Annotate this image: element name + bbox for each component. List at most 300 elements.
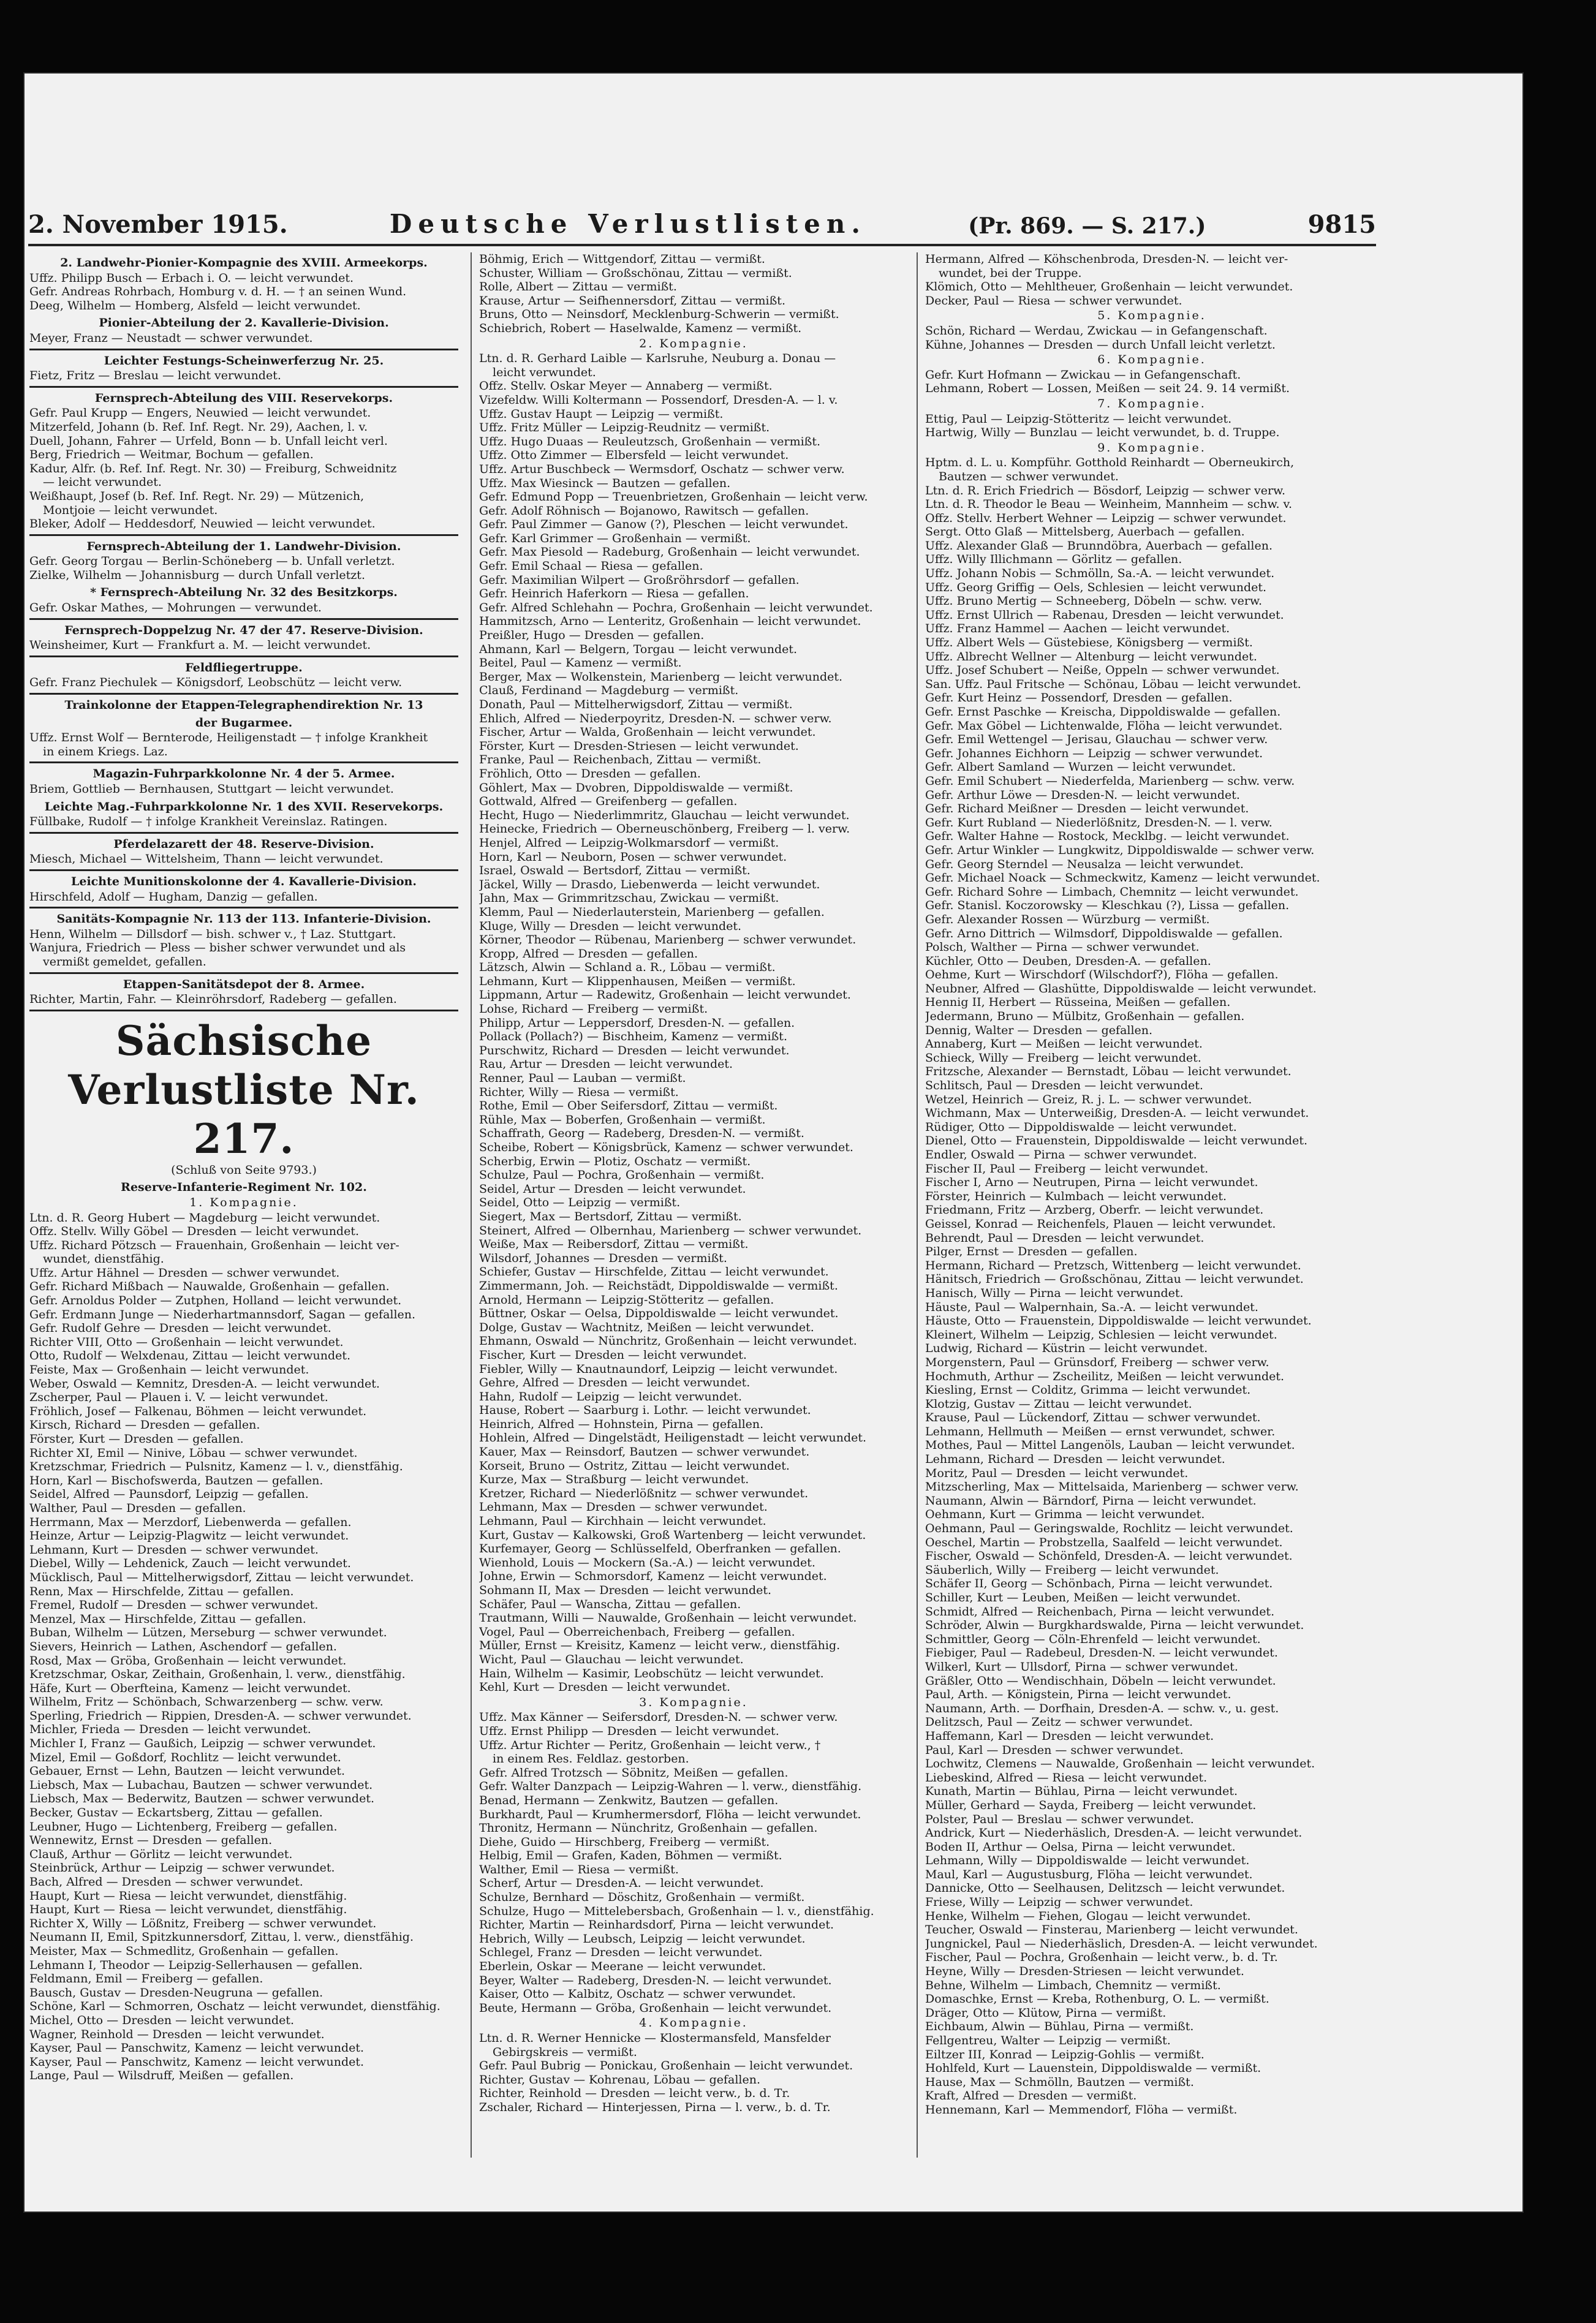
company-heading: 2. Kompagnie. <box>639 336 748 350</box>
casualty-entry: Behrendt, Paul — Dresden — leicht verwundet. <box>925 1231 1205 1245</box>
casualty-entry: Menzel, Max — Hirschfelde, Zittau — gefallen. <box>29 1612 306 1626</box>
section-separator <box>29 693 458 695</box>
casualty-entry: Benad, Hermann — Zenkwitz, Bautzen — gefallen. <box>479 1793 779 1807</box>
header-date: 2. November 1915. <box>28 210 288 239</box>
casualty-entry: Hennemann, Karl — Memmendorf, Flöha — vermißt. <box>925 2102 1238 2117</box>
section-separator <box>29 349 458 350</box>
casualty-entry: Burkhardt, Paul — Krumhermersdorf, Flöha — leicht verwundet. <box>479 1807 861 1821</box>
casualty-entry: Wennewitz, Ernst — Dresden — gefallen. <box>29 1834 273 1848</box>
casualty-entry: Klemm, Paul — Niederlauterstein, Marienberg — gefallen. <box>479 905 825 919</box>
casualty-entry: Liebsch, Max — Bederwitz, Bautzen — schwer verwundet. <box>29 1792 375 1806</box>
casualty-entry: Lehmann, Richard — Dresden — leicht verwundet. <box>925 1452 1225 1467</box>
casualty-entry: Ahmann, Karl — Belgern, Torgau — leicht verwundet. <box>479 642 798 656</box>
casualty-entry: Rau, Artur — Dresden — leicht verwundet. <box>479 1057 733 1071</box>
casualty-entry: Rüdiger, Otto — Dippoldiswalde — leicht verwundet. <box>925 1120 1237 1134</box>
casualty-entry: Hänitsch, Friedrich — Großschönau, Zittau — leicht verwundet. <box>925 1272 1304 1286</box>
section-heading: 2. Landwehr-Pionier-Kompagnie des XVIII. Armeekorps. <box>60 256 428 270</box>
casualty-entry: Ltn. d. R. Gerhard Laible — Karlsruhe, Neuburg a. Donau — <box>479 352 836 366</box>
casualty-entry: Schlegel, Franz — Dresden — leicht verwundet. <box>479 1946 763 1960</box>
section-separator <box>29 534 458 536</box>
casualty-entry: Jedermann, Bruno — Mülbitz, Großenhain — gefallen. <box>925 1010 1245 1024</box>
casualty-entry: Fiebler, Willy — Knautnaundorf, Leipzig — leicht verwundet. <box>479 1362 838 1376</box>
casualty-entry: Hause, Max — Schmölln, Bautzen — vermißt. <box>925 2075 1194 2089</box>
newspaper-page <box>25 74 1522 2212</box>
casualty-entry: Gefr. Karl Grimmer — Großenhain — vermißt. <box>479 531 751 545</box>
casualty-entry: Uffz. Fritz Müller — Leipzig-Reudnitz — vermißt. <box>479 421 770 435</box>
casualty-entry: Haffemann, Karl — Dresden — leicht verwundet. <box>925 1729 1214 1743</box>
casualty-entry: Purschwitz, Richard — Dresden — leicht verwundet. <box>479 1043 790 1057</box>
casualty-entry: Hain, Wilhelm — Kasimir, Leobschütz — leicht verwundet. <box>479 1666 824 1680</box>
casualty-entry: Kauer, Max — Reinsdorf, Bautzen — schwer verwundet. <box>479 1445 810 1459</box>
casualty-entry: Uffz. Georg Griffig — Oels, Schlesien — leicht verwundet. <box>925 580 1267 594</box>
entry-continuation: in einem Kriegs. Laz. <box>43 744 168 758</box>
section-heading: Fernsprech-Abteilung des VIII. Reservekorps. <box>94 391 393 405</box>
casualty-entry: Horn, Karl — Neuborn, Posen — schwer verwundet. <box>479 850 787 864</box>
casualty-entry: Richter, Martin — Reinhardsdorf, Pirna — leicht verwundet. <box>479 1918 834 1932</box>
casualty-entry: Gefr. Richard Meißner — Dresden — leicht verwundet. <box>925 802 1249 816</box>
casualty-entry: Böhmig, Erich — Wittgendorf, Zittau — vermißt. <box>479 252 765 266</box>
casualty-entry: Teucher, Oswald — Finsterau, Marienberg — leicht verwundet. <box>925 1923 1298 1937</box>
casualty-entry: Schmittler, Georg — Cöln-Ehrenfeld — leicht verwundet. <box>925 1632 1261 1646</box>
casualty-entry: Uffz. Albert Wels — Güstebiese, Königsberg — vermißt. <box>925 636 1253 650</box>
casualty-entry: Jäckel, Willy — Drasdo, Liebenwerda — leicht verwundet. <box>479 877 820 891</box>
casualty-entry: Uffz. Alexander Glaß — Brunndöbra, Auerbach — gefallen. <box>925 538 1273 553</box>
casualty-entry: Uffz. Albrecht Wellner — Altenburg — leicht verwundet. <box>925 649 1257 663</box>
casualty-entry: Hause, Robert — Saarburg i. Lothr. — leicht verwundet. <box>479 1403 811 1418</box>
company-heading: 6. Kompagnie. <box>1097 353 1206 367</box>
casualty-entry: Lehmann, Kurt — Klippenhausen, Meißen — vermißt. <box>479 974 796 988</box>
casualty-entry: Säuberlich, Willy — Freiberg — leicht verwundet. <box>925 1563 1219 1577</box>
casualty-entry: Lehmann, Robert — Lossen, Meißen — seit 24. 9. 14 vermißt. <box>925 382 1290 396</box>
casualty-entry: Thronitz, Hermann — Nünchritz, Großenhain — gefallen. <box>479 1821 818 1835</box>
casualty-entry: Richter XI, Emil — Ninive, Löbau — schwer verwundet. <box>29 1446 358 1460</box>
casualty-entry: Schiefer, Gustav — Hirschfelde, Zittau — leicht verwundet. <box>479 1265 829 1279</box>
casualty-entry: Ltn. d. R. Erich Friedrich — Bösdorf, Leipzig — schwer verw. <box>925 483 1286 497</box>
casualty-entry: Kaiser, Otto — Kalbitz, Oschatz — schwer verwundet. <box>479 1987 796 2001</box>
casualty-entry: Fischer I, Arno — Neutrupen, Pirna — leicht verwundet. <box>925 1176 1258 1190</box>
casualty-entry: Renner, Paul — Lauban — vermißt. <box>479 1071 686 1086</box>
casualty-entry: Heinecke, Friedrich — Oberneuschönberg, Freiberg — l. verw. <box>479 822 850 836</box>
casualty-entry: Gefr. Arno Dittrich — Wilmsdorf, Dippoldiswalde — gefallen. <box>925 926 1283 940</box>
casualty-entry: Hirschfeld, Adolf — Hugham, Danzig — gefallen. <box>29 890 318 904</box>
casualty-entry: Jungnickel, Paul — Niederhäslich, Dresden-A. — leicht verwundet. <box>925 1936 1318 1951</box>
section-separator <box>29 972 458 974</box>
casualty-entry: Wicht, Paul — Glauchau — leicht verwundet. <box>479 1652 744 1666</box>
casualty-entry: Lange, Paul — Wilsdruff, Meißen — gefallen. <box>29 2069 294 2083</box>
casualty-entry: Gefr. Paul Zimmer — Ganow (?), Pleschen — leicht verwundet. <box>479 518 849 532</box>
casualty-entry: Gefr. Kurt Hofmann — Zwickau — in Gefangenschaft. <box>925 368 1241 382</box>
column-divider <box>917 252 918 2158</box>
casualty-entry: Buban, Wilhelm — Lützen, Merseburg — schwer verwundet. <box>29 1626 387 1640</box>
casualty-entry: Bausch, Gustav — Dresden-Neugruna — gefallen. <box>29 1985 323 2000</box>
casualty-entry: Gefr. Richard Mißbach — Nauwalde, Großenhain — gefallen. <box>29 1280 390 1294</box>
header-issue: (Pr. 869. — S. 217.) <box>968 213 1206 239</box>
casualty-entry: Bruns, Otto — Neinsdorf, Mecklenburg-Schwerin — vermißt. <box>479 308 839 322</box>
casualty-entry: Lehmann, Paul — Kirchhain — leicht verwundet. <box>479 1514 766 1528</box>
casualty-entry: Ltn. d. R. Werner Hennicke — Klostermansfeld, Mansfelder <box>479 2031 831 2045</box>
company-heading: 1. Kompagnie. <box>189 1195 298 1209</box>
casualty-entry: Körner, Theodor — Rübenau, Marienberg — schwer verwundet. <box>479 933 857 947</box>
casualty-entry: Uffz. Ernst Philipp — Dresden — leicht verwundet. <box>479 1724 779 1738</box>
casualty-entry: Geissel, Konrad — Reichenfels, Plauen — leicht verwundet. <box>925 1217 1276 1231</box>
casualty-entry: Dannicke, Otto — Seelhausen, Delitzsch — leicht verwundet. <box>925 1881 1285 1895</box>
casualty-entry: Beute, Hermann — Gröba, Großenhain — leicht verwundet. <box>479 2001 832 2015</box>
casualty-entry: Friese, Willy — Leipzig — schwer verwundet. <box>925 1895 1193 1909</box>
casualty-entry: Friedmann, Fritz — Arzberg, Oberfr. — leicht verwundet. <box>925 1203 1264 1217</box>
header-title: Deutsche Verlustlisten. <box>389 209 867 239</box>
casualty-entry: Kropp, Alfred — Dresden — gefallen. <box>479 946 698 961</box>
casualty-entry: Fellgentreu, Walter — Leipzig — vermißt. <box>925 2034 1171 2047</box>
casualty-entry: Gefr. Paul Bubrig — Ponickau, Großenhain — leicht verwundet. <box>479 2059 853 2073</box>
casualty-entry: Uffz. Artur Richter — Peritz, Großenhain — leicht verw., † <box>479 1738 821 1752</box>
casualty-entry: Heinrich, Alfred — Hohnstein, Pirna — gefallen. <box>479 1417 764 1431</box>
casualty-entry: Kiesling, Ernst — Colditz, Grimma — leicht verwundet. <box>925 1383 1251 1397</box>
casualty-entry: Paul, Karl — Dresden — schwer verwundet. <box>925 1743 1184 1757</box>
casualty-entry: Müller, Ernst — Kreisitz, Kamenz — leicht verw., dienstfähig. <box>479 1639 841 1653</box>
casualty-entry: Siegert, Max — Bertsdorf, Zittau — vermißt. <box>479 1209 742 1223</box>
casualty-entry: Moritz, Paul — Dresden — leicht verwundet. <box>925 1466 1189 1480</box>
casualty-entry: Wetzel, Heinrich — Greiz, R. j. L. — schwer verwundet. <box>925 1092 1252 1106</box>
casualty-entry: Gefr. Walter Hahne — Rostock, Mecklbg. — leicht verwundet. <box>925 829 1290 844</box>
casualty-entry: Schulze, Hugo — Mittelebersbach, Großenhain — l. v., dienstfähig. <box>479 1904 874 1918</box>
column-divider <box>471 252 472 2158</box>
casualty-entry: Hartwig, Willy — Bunzlau — leicht verwundet, b. d. Truppe. <box>925 426 1280 440</box>
casualty-entry: Gefr. Erdmann Junge — Niederhartmannsdorf, Sagan — gefallen. <box>29 1307 416 1321</box>
casualty-entry: Becker, Gustav — Eckartsberg, Zittau — gefallen. <box>29 1806 323 1820</box>
casualty-entry: Schmidt, Alfred — Reichenbach, Pirna — leicht verwundet. <box>925 1604 1275 1619</box>
casualty-entry: Uffz. Max Wiesinck — Bautzen — gefallen. <box>479 476 731 490</box>
casualty-entry: Gefr. Emil Schubert — Niederfelda, Marienberg — schw. verw. <box>925 774 1295 788</box>
casualty-entry: Mitzscherling, Max — Mittelsaida, Marienberg — schwer verw. <box>925 1480 1299 1494</box>
casualty-entry: Gefr. Paul Krupp — Engers, Neuwied — leicht verwundet. <box>29 406 371 420</box>
casualty-entry: Clauß, Arthur — Görlitz — leicht verwundet. <box>29 1847 293 1861</box>
casualty-entry: Uffz. Ernst Wolf — Bernterode, Heiligenstadt — † infolge Krankheit <box>29 731 428 745</box>
casualty-entry: Deeg, Wilhelm — Homberg, Alsfeld — leicht verwundet. <box>29 298 361 312</box>
casualty-entry: Fietz, Fritz — Breslau — leicht verwundet. <box>29 369 281 383</box>
entry-continuation: Bautzen — schwer verwundet. <box>939 469 1119 483</box>
casualty-entry: Gefr. Emil Schaal — Riesa — gefallen. <box>479 559 703 573</box>
casualty-entry: Uffz. Franz Hammel — Aachen — leicht verwundet. <box>925 622 1230 636</box>
casualty-entry: Zscherper, Paul — Plauen i. V. — leicht verwundet. <box>29 1391 328 1405</box>
casualty-entry: Sievers, Heinrich — Lathen, Aschendorf — gefallen. <box>29 1639 337 1653</box>
casualty-entry: Richter, Willy — Riesa — vermißt. <box>479 1085 679 1099</box>
casualty-entry: Rühle, Max — Boberfen, Großenhain — vermißt. <box>479 1112 766 1127</box>
casualty-entry: Schuster, William — Großschönau, Zittau — vermißt. <box>479 266 792 280</box>
casualty-entry: Neubner, Alfred — Glashütte, Dippoldiswalde — leicht verwundet. <box>925 981 1317 995</box>
section-heading: Fernsprech-Doppelzug Nr. 47 der 47. Reserve-Division. <box>64 623 423 637</box>
casualty-entry: Uffz. Artur Buschbeck — Wermsdorf, Oschatz — schwer verw. <box>479 462 845 476</box>
casualty-entry: Fiebiger, Paul — Radebeul, Dresden-N. — leicht verwundet. <box>925 1646 1278 1660</box>
casualty-entry: Kurfemayer, Georg — Schlüsselfeld, Oberfranken — gefallen. <box>479 1542 841 1556</box>
casualty-entry: Mücklisch, Paul — Mittelherwigsdorf, Zittau — leicht verwundet. <box>29 1570 414 1584</box>
casualty-entry: Seidel, Alfred — Paunsdorf, Leipzig — gefallen. <box>29 1487 309 1501</box>
casualty-entry: Wagner, Reinhold — Dresden — leicht verwundet. <box>29 2027 325 2041</box>
casualty-entry: Liebeskind, Alfred — Riesa — leicht verwundet. <box>925 1770 1208 1785</box>
casualty-entry: Schöne, Karl — Schmorren, Oschatz — leicht verwundet, dienstfähig. <box>29 2000 441 2014</box>
casualty-entry: Sergt. Otto Glaß — Mittelsberg, Auerbach — gefallen. <box>925 525 1245 539</box>
casualty-entry: Berger, Max — Wolkenstein, Marienberg — leicht verwundet. <box>479 670 843 684</box>
casualty-entry: Oehmann, Paul — Geringswalde, Rochlitz — leicht verwundet. <box>925 1522 1293 1536</box>
casualty-entry: Vogel, Paul — Oberreichenbach, Freiberg — gefallen. <box>479 1625 795 1639</box>
company-heading: 3. Kompagnie. <box>639 1695 748 1709</box>
casualty-entry: Liebsch, Max — Lubachau, Bautzen — schwer verwundet. <box>29 1778 373 1792</box>
casualty-entry: Gefr. Max Göbel — Lichtenwalde, Flöha — leicht verwundet. <box>925 719 1283 733</box>
section-separator <box>29 907 458 908</box>
section-separator <box>29 869 458 871</box>
section-heading: Pferdelazarett der 48. Reserve-Division. <box>113 837 374 851</box>
casualty-entry: Dolge, Gustav — Wachtnitz, Meißen — leicht verwundet. <box>479 1320 814 1334</box>
section-heading: Leichter Festungs-Scheinwerferzug Nr. 25. <box>104 353 384 368</box>
casualty-entry: Berg, Friedrich — Weitmar, Bochum — gefallen. <box>29 448 314 462</box>
casualty-entry: Michler, Frieda — Dresden — leicht verwundet. <box>29 1723 311 1737</box>
casualty-entry: Förster, Kurt — Dresden-Striesen — leicht verwundet. <box>479 739 799 753</box>
section-heading: Feldfliegertruppe. <box>185 660 303 674</box>
casualty-entry: Mothes, Paul — Mittel Langenöls, Lauban — leicht verwundet. <box>925 1438 1295 1452</box>
casualty-entry: Kretzer, Richard — Niederlößnitz — schwer verwundet. <box>479 1486 809 1500</box>
casualty-entry: Richter, Gustav — Kohrenau, Löbau — gefallen. <box>479 2072 761 2087</box>
casualty-entry: Bach, Alfred — Dresden — schwer verwundet. <box>29 1875 303 1889</box>
casualty-entry: Beitel, Paul — Kamenz — vermißt. <box>479 656 682 670</box>
casualty-entry: Richter, Martin, Fahr. — Kleinröhrsdorf, Radeberg — gefallen. <box>29 992 397 1007</box>
casualty-entry: Hecht, Hugo — Niederlimmritz, Glauchau — leicht verwundet. <box>479 808 850 822</box>
casualty-entry: Polsch, Walther — Pirna — schwer verwundet. <box>925 940 1200 954</box>
casualty-entry: Gefr. Alexander Rossen — Würzburg — vermißt. <box>925 912 1210 926</box>
casualty-entry: Wilkerl, Kurt — Ullsdorf, Pirna — schwer verwundet. <box>925 1660 1238 1674</box>
casualty-entry: Schäfer II, Georg — Schönbach, Pirna — leicht verwundet. <box>925 1577 1273 1591</box>
casualty-entry: Gefr. Maximilian Wilpert — Großröhrsdorf — gefallen. <box>479 573 800 587</box>
casualty-entry: Delitzsch, Paul — Zeitz — schwer verwundet. <box>925 1715 1193 1729</box>
entry-continuation: — leicht verwundet. <box>43 475 162 489</box>
casualty-entry: Maul, Karl — Augustusburg, Flöha — leicht verwundet. <box>925 1867 1253 1881</box>
entry-continuation: Gebirgskreis — vermißt. <box>493 2045 637 2059</box>
casualty-entry: Meyer, Franz — Neustadt — schwer verwundet. <box>29 331 313 345</box>
casualty-entry: Beyer, Walter — Radeberg, Dresden-N. — leicht verwundet. <box>479 1973 832 1987</box>
casualty-entry: Wanjura, Friedrich — Pless — bisher schwer verwundet und als <box>29 941 406 955</box>
company-heading: 7. Kompagnie. <box>1097 396 1206 410</box>
casualty-entry: Uffz. Gustav Haupt — Leipzig — vermißt. <box>479 407 724 421</box>
casualty-entry: Zschaler, Richard — Hinterjessen, Pirna — l. verw., b. d. Tr. <box>479 2100 831 2114</box>
section-heading: Pionier-Abteilung der 2. Kavallerie-Division. <box>99 316 389 330</box>
casualty-entry: Michler I, Franz — Gaußich, Leipzig — schwer verwundet. <box>29 1737 376 1751</box>
company-heading: 9. Kompagnie. <box>1097 440 1206 455</box>
casualty-entry: Helbig, Emil — Grafen, Kaden, Böhmen — vermißt. <box>479 1849 782 1863</box>
casualty-entry: Duell, Johann, Fahrer — Urfeld, Bonn — b. Unfall leicht verl. <box>29 434 388 448</box>
casualty-entry: Uffz. Max Känner — Seifersdorf, Dresden-N. — schwer verw. <box>479 1710 838 1724</box>
casualty-entry: Gefr. Arthur Löwe — Dresden-N. — leicht verwundet. <box>925 788 1240 802</box>
entry-continuation: vermißt gemeldet, gefallen. <box>43 954 206 969</box>
casualty-entry: Kretzschmar, Oskar, Zeithain, Großenhain, l. verw., dienstfähig. <box>29 1668 406 1682</box>
section-heading: Sanitäts-Kompagnie Nr. 113 der 113. Infanterie-Division. <box>56 912 431 926</box>
casualty-entry: Gebauer, Ernst — Lehn, Bautzen — leicht verwundet. <box>29 1764 346 1778</box>
casualty-entry: Weißhaupt, Josef (b. Ref. Inf. Regt. Nr. 29) — Mützenich, <box>29 489 365 503</box>
casualty-entry: Gefr. Andreas Rohrbach, Homburg v. d. H. — † an seinen Wund. <box>29 285 407 299</box>
casualty-entry: Fremel, Rudolf — Dresden — schwer verwundet. <box>29 1598 319 1612</box>
casualty-entry: Briem, Gottlieb — Bernhausen, Stuttgart — leicht verwundet. <box>29 782 394 796</box>
casualty-entry: Dennig, Walter — Dresden — gefallen. <box>925 1023 1153 1037</box>
section-heading: * Fernsprech-Abteilung Nr. 32 des Besitzkorps. <box>90 586 398 600</box>
entry-continuation: in einem Res. Feldlaz. gestorben. <box>493 1752 689 1766</box>
casualty-entry: Müller, Gerhard — Sayda, Freiberg — leicht verwundet. <box>925 1798 1257 1812</box>
casualty-entry: Walther, Emil — Riesa — vermißt. <box>479 1862 679 1876</box>
casualty-entry: Lehmann, Hellmuth — Meißen — ernst verwundet, schwer. <box>925 1424 1276 1438</box>
casualty-entry: Lippmann, Artur — Radewitz, Großenhain — leicht verwundet. <box>479 988 851 1002</box>
list-title: Sächsische Verlustliste Nr. 217. <box>68 1016 420 1163</box>
casualty-entry: Henke, Wilhelm — Fiehen, Glogau — leicht verwundet. <box>925 1909 1251 1923</box>
casualty-entry: Seidel, Artur — Dresden — leicht verwundet. <box>479 1182 746 1196</box>
casualty-entry: Donath, Paul — Mittelherwigsdorf, Zittau — vermißt. <box>479 698 793 711</box>
casualty-entry: Schröder, Alwin — Burgkhardswalde, Pirna — leicht verwundet. <box>925 1619 1304 1633</box>
casualty-entry: Uffz. Johann Nobis — Schmölln, Sa.-A. — leicht verwundet. <box>925 567 1275 581</box>
casualty-entry: Ehlich, Alfred — Niederpoyritz, Dresden-N. — schwer verw. <box>479 711 832 725</box>
casualty-entry: Wienhold, Louis — Mockern (Sa.-A.) — leicht verwundet. <box>479 1555 815 1569</box>
casualty-entry: Ltn. d. R. Theodor le Beau — Weinheim, Mannheim — schw. v. <box>925 497 1293 512</box>
casualty-entry: Gefr. Artur Winkler — Lungkwitz, Dippoldiswalde — schwer verw. <box>925 843 1315 857</box>
section-heading: Magazin-Fuhrparkkolonne Nr. 4 der 5. Armee. <box>93 767 395 781</box>
casualty-entry: Philipp, Artur — Leppersdorf, Dresden-N. — gefallen. <box>479 1016 795 1030</box>
casualty-entry: Gefr. Stanisl. Koczorowsky — Kleschkau (?), Lissa — gefallen. <box>925 899 1290 913</box>
casualty-entry: Jahn, Max — Grimmritzschau, Zwickau — vermißt. <box>479 891 779 905</box>
casualty-entry: Schulze, Bernhard — Döschitz, Großenhain — vermißt. <box>479 1891 805 1905</box>
entry-continuation: leicht verwundet. <box>493 365 596 379</box>
casualty-entry: Hohlfeld, Kurt — Lauenstein, Dippoldiswalde — vermißt. <box>925 2061 1261 2076</box>
casualty-entry: Fröhlich, Josef — Falkenau, Böhmen — leicht verwundet. <box>29 1404 367 1418</box>
page-number: 9815 <box>1307 210 1376 239</box>
casualty-entry: San. Uffz. Paul Fritsche — Schönau, Löbau — leicht verwundet. <box>925 677 1301 691</box>
casualty-entry: Feiste, Max — Großenhain — leicht verwundet. <box>29 1363 309 1377</box>
casualty-entry: Schiebrich, Robert — Haselwalde, Kamenz — vermißt. <box>479 321 802 335</box>
casualty-entry: Schieck, Willy — Freiberg — leicht verwundet. <box>925 1051 1201 1065</box>
casualty-entry: Fritzsche, Alexander — Bernstadt, Löbau — leicht verwundet. <box>925 1065 1292 1079</box>
casualty-entry: Heyne, Willy — Dresden-Striesen — leicht verwundet. <box>925 1965 1244 1979</box>
casualty-entry: Lehmann, Willy — Dippoldiswalde — leicht verwundet. <box>925 1854 1250 1868</box>
casualty-entry: Fischer, Kurt — Dresden — leicht verwundet. <box>479 1348 747 1362</box>
casualty-entry: Offz. Stellv. Willy Göbel — Dresden — leicht verwundet. <box>29 1225 360 1239</box>
casualty-entry: Kunath, Martin — Bühlau, Pirna — leicht verwundet. <box>925 1785 1238 1799</box>
casualty-entry: Mitzerfeld, Johann (b. Ref. Inf. Regt. Nr. 29), Aachen, l. v. <box>29 420 368 434</box>
casualty-entry: Uffz. Artur Hähnel — Dresden — schwer verwundet. <box>29 1266 340 1280</box>
casualty-entry: Kurze, Max — Straßburg — leicht verwundet. <box>479 1473 749 1487</box>
casualty-entry: Eiltzer III, Konrad — Leipzig-Gohlis — vermißt. <box>925 2047 1205 2061</box>
casualty-entry: Leubner, Hugo — Lichtenberg, Freiberg — gefallen. <box>29 1819 338 1834</box>
casualty-entry: Franke, Paul — Reichenbach, Zittau — vermißt. <box>479 753 762 767</box>
casualty-entry: Gefr. Kurt Rubland — Niederlößnitz, Dresden-N. — l. verw. <box>925 815 1273 829</box>
section-heading: Fernsprech-Abteilung der 1. Landwehr-Division. <box>86 539 401 553</box>
casualty-entry: Fischer II, Paul — Freiberg — leicht verwundet. <box>925 1162 1209 1176</box>
casualty-entry: Michel, Otto — Dresden — leicht verwundet. <box>29 2013 295 2027</box>
casualty-entry: Naumann, Arth. — Dorfhain, Dresden-A. — schw. v., u. gest. <box>925 1701 1279 1715</box>
column-3 <box>925 252 1379 2164</box>
entry-continuation: wundet, bei der Truppe. <box>939 266 1082 280</box>
casualty-entry: Krause, Artur — Seifhennersdorf, Zittau — vermißt. <box>479 293 785 308</box>
entry-continuation: wundet, dienstfähig. <box>43 1252 164 1266</box>
casualty-entry: Fischer, Oswald — Schönfeld, Dresden-A. — leicht verwundet. <box>925 1549 1293 1563</box>
casualty-entry: Uffz. Philipp Busch — Erbach i. O. — leicht verwundet. <box>29 271 354 285</box>
casualty-entry: Hammitzsch, Arno — Lenteritz, Großenhain — leicht verwundet. <box>479 614 861 629</box>
casualty-entry: Dienel, Otto — Frauenstein, Dippoldiswalde — leicht verwundet. <box>925 1134 1308 1148</box>
casualty-entry: Uffz. Hugo Duaas — Reuleutzsch, Großenhain — vermißt. <box>479 434 821 448</box>
casualty-entry: Offz. Stellv. Oskar Meyer — Annaberg — vermißt. <box>479 379 773 393</box>
casualty-entry: Kühne, Johannes — Dresden — durch Unfall leicht verletzt. <box>925 338 1276 352</box>
casualty-entry: Gefr. Franz Piechulek — Königsdorf, Leobschütz — leicht verw. <box>29 676 403 690</box>
casualty-entry: Kadur, Alfr. (b. Ref. Inf. Regt. Nr. 30) — Freiburg, Schweidnitz <box>29 461 397 475</box>
casualty-entry: Polster, Paul — Breslau — schwer verwundet. <box>925 1812 1194 1826</box>
casualty-entry: Hanisch, Willy — Pirna — leicht verwundet. <box>925 1286 1184 1300</box>
casualty-entry: Lätzsch, Alwin — Schland a. R., Löbau — vermißt. <box>479 961 776 975</box>
casualty-entry: Richter VIII, Otto — Großenhain — leicht verwundet. <box>29 1335 344 1349</box>
header-rule <box>28 244 1376 246</box>
casualty-entry: Häuste, Paul — Walpernhain, Sa.-A. — leicht verwundet. <box>925 1300 1258 1314</box>
casualty-entry: Arnold, Hermann — Leipzig-Stötteritz — gefallen. <box>479 1293 774 1307</box>
casualty-entry: Klömich, Otto — Mehltheuer, Großenhain — leicht verwundet. <box>925 280 1293 294</box>
casualty-entry: Gefr. Emil Wettengel — Jerisau, Glauchau — schwer verw. <box>925 733 1268 747</box>
casualty-entry: Hermann, Richard — Pretzsch, Wittenberg — leicht verwundet. <box>925 1258 1301 1272</box>
company-heading: 4. Kompagnie. <box>639 2016 748 2030</box>
casualty-entry: Boden II, Arthur — Oelsa, Pirna — leicht verwundet. <box>925 1840 1236 1854</box>
section-heading: Etappen-Sanitätsdepot der 8. Armee. <box>123 977 365 991</box>
section-heading: Trainkolonne der Etappen-Telegraphendirektion Nr. 13 <box>64 698 423 712</box>
casualty-entry: Weber, Oswald — Kemnitz, Dresden-A. — leicht verwundet. <box>29 1377 380 1391</box>
casualty-entry: Hohlein, Alfred — Dingelstädt, Heiligenstadt — leicht verwundet. <box>479 1431 867 1445</box>
casualty-entry: Gefr. Adolf Röhnisch — Bojanowo, Rawitsch — gefallen. <box>479 504 809 518</box>
casualty-entry: Uffz. Ernst Ullrich — Rabenau, Dresden — leicht verwundet. <box>925 608 1284 622</box>
casualty-entry: Schäfer, Paul — Wanscha, Zittau — gefallen. <box>479 1597 741 1611</box>
casualty-entry: Kraft, Alfred — Dresden — vermißt. <box>925 2089 1137 2103</box>
section-separator <box>29 655 458 657</box>
casualty-entry: Kayser, Paul — Panschwitz, Kamenz — leicht verwundet. <box>29 2055 365 2069</box>
casualty-entry: Domaschke, Ernst — Kreba, Rothenburg, O. L. — vermißt. <box>925 1992 1269 2006</box>
casualty-entry: Kurt, Gustav — Kalkowski, Groß Wartenberg — leicht verwundet. <box>479 1528 866 1542</box>
casualty-entry: Haupt, Kurt — Riesa — leicht verwundet, dienstfähig. <box>29 1889 347 1903</box>
casualty-entry: Rothe, Emil — Ober Seifersdorf, Zittau — vermißt. <box>479 1099 778 1113</box>
section-heading: Reserve-Infanterie-Regiment Nr. 102. <box>121 1180 367 1195</box>
casualty-entry: Küchler, Otto — Deuben, Dresden-A. — gefallen. <box>925 954 1211 968</box>
casualty-entry: Schlitsch, Paul — Dresden — leicht verwundet. <box>925 1079 1203 1093</box>
casualty-entry: Oehmann, Kurt — Grimma — leicht verwundet. <box>925 1508 1205 1522</box>
section-separator <box>29 832 458 834</box>
casualty-entry: Gefr. Rudolf Gehre — Dresden — leicht verwundet. <box>29 1321 331 1335</box>
casualty-entry: Oehme, Kurt — Wirschdorf (Wilschdorf?), Flöha — gefallen. <box>925 968 1279 982</box>
section-separator <box>29 386 458 388</box>
section-heading: der Bugarmee. <box>195 716 293 730</box>
casualty-entry: Mizel, Emil — Goßdorf, Rochlitz — leicht verwundet. <box>29 1750 341 1764</box>
casualty-entry: Schön, Richard — Werdau, Zwickau — in Gefangenschaft. <box>925 323 1268 338</box>
casualty-entry: Neumann II, Emil, Spitzkunnersdorf, Zittau, l. verw., dienstfähig. <box>29 1930 414 1944</box>
casualty-entry: Endler, Oswald — Pirna — schwer verwundet. <box>925 1148 1197 1162</box>
casualty-entry: Andrick, Kurt — Niederhäslich, Dresden-A. — leicht verwundet. <box>925 1826 1303 1840</box>
casualty-entry: Behne, Wilhelm — Limbach, Chemnitz — vermißt. <box>925 1978 1221 1992</box>
casualty-entry: Diehe, Guido — Hirschberg, Freiberg — vermißt. <box>479 1835 770 1849</box>
casualty-entry: Preißler, Hugo — Dresden — gefallen. <box>479 629 705 643</box>
casualty-entry: Lohse, Richard — Freiberg — vermißt. <box>479 1002 708 1016</box>
casualty-entry: Johne, Erwin — Schmorsdorf, Kamenz — leicht verwundet. <box>479 1569 827 1584</box>
casualty-entry: Füllbake, Rudolf — † infolge Krankheit Vereinslaz. Ratingen. <box>29 815 388 829</box>
casualty-entry: Scherbig, Erwin — Plotiz, Oschatz — vermißt. <box>479 1154 751 1168</box>
casualty-entry: Wilhelm, Fritz — Schönbach, Schwarzenberg — schw. verw. <box>29 1695 384 1709</box>
casualty-entry: Fröhlich, Otto — Dresden — gefallen. <box>479 766 701 780</box>
casualty-entry: Morgenstern, Paul — Grünsdorf, Freiberg — schwer verw. <box>925 1355 1269 1369</box>
casualty-entry: Sohmann II, Max — Dresden — leicht verwundet. <box>479 1584 772 1597</box>
casualty-entry: Uffz. Willy Illichmann — Görlitz — gefallen. <box>925 553 1182 567</box>
casualty-entry: Heinze, Artur — Leipzig-Plagwitz — leicht verwundet. <box>29 1529 349 1543</box>
casualty-entry: Ltn. d. R. Georg Hubert — Magdeburg — leicht verwundet. <box>29 1211 380 1225</box>
casualty-entry: Uffz. Richard Pötzsch — Frauenhain, Großenhain — leicht ver- <box>29 1238 399 1252</box>
section-separator <box>29 1010 458 1011</box>
casualty-entry: Pilger, Ernst — Dresden — gefallen. <box>925 1245 1138 1259</box>
casualty-entry: Herrmann, Max — Merzdorf, Liebenwerda — gefallen. <box>29 1515 352 1529</box>
casualty-entry: Trautmann, Willi — Nauwalde, Großenhain — leicht verwundet. <box>479 1611 857 1625</box>
casualty-entry: Steinert, Alfred — Olbernhau, Marienberg — schwer verwundet. <box>479 1223 862 1237</box>
casualty-entry: Hahn, Rudolf — Leipzig — leicht verwundet. <box>479 1389 743 1403</box>
